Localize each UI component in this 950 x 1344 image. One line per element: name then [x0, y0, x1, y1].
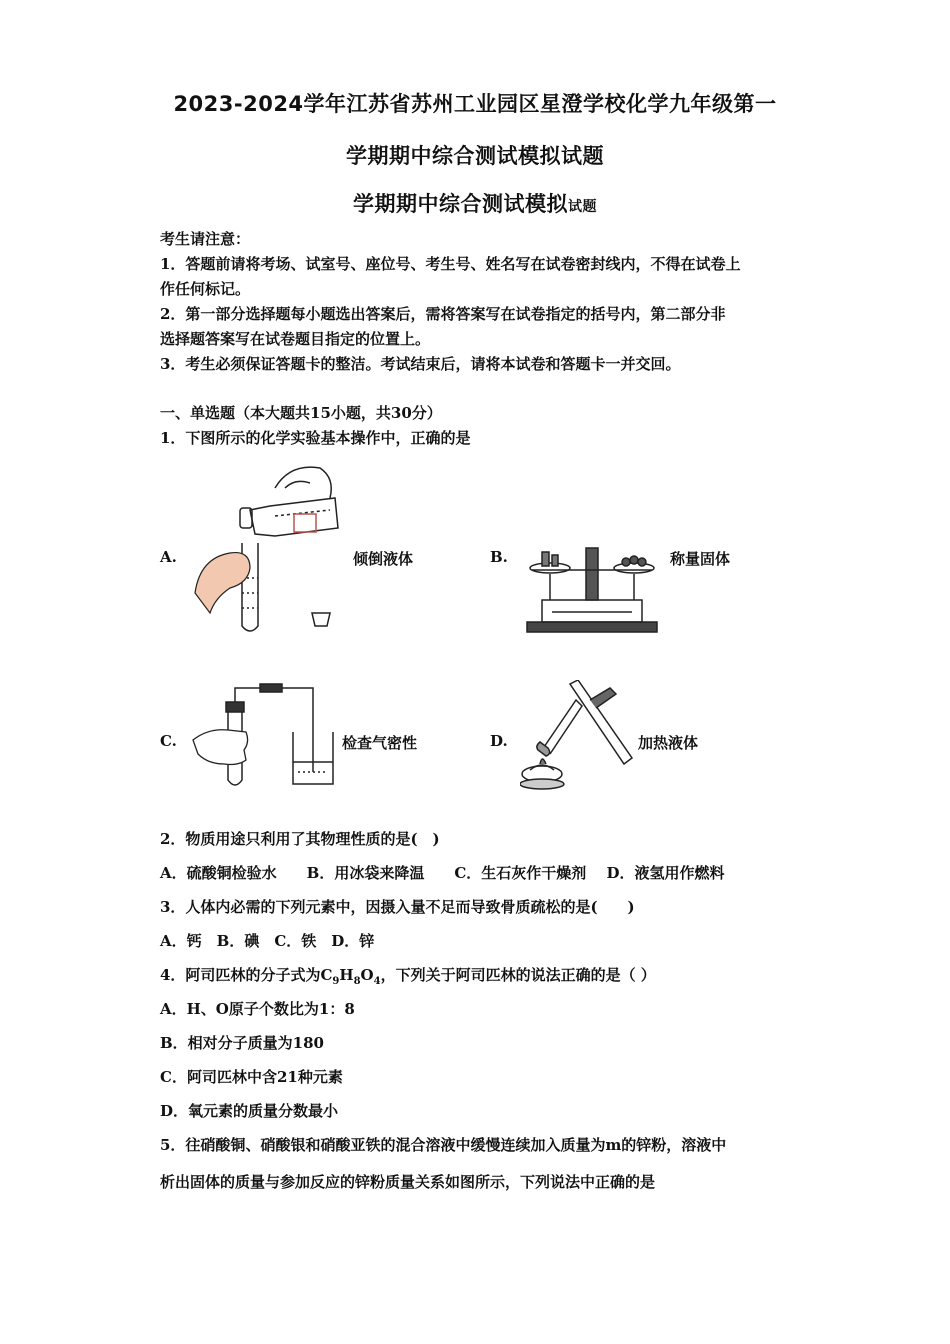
q5-stem-b: 析出固体的质量与参加反应的锌粉质量关系如图所示，下列说法中正确的是	[160, 1173, 656, 1191]
q1-option-c-letter: C.	[160, 732, 177, 750]
q1-option-d-label: 加热液体	[638, 734, 699, 752]
q1-option-d-letter: D.	[490, 732, 508, 750]
formula-o: O	[360, 966, 374, 984]
title-line-2: 学期期中综合测试模拟试题	[346, 144, 604, 168]
notice-item-2a: 2．第一部分选择题每小题选出答案后，需将答案写在试卷指定的括号内，第二部分非	[160, 305, 726, 323]
q3-stem: 3．人体内必需的下列元素中，因摄入量不足而导致骨质疏松的是( )	[160, 898, 635, 916]
q1-option-c-label: 检查气密性	[342, 734, 418, 752]
title-line-3	[0, 188, 950, 218]
title-line-3-main: 学期期中综合测试模拟	[353, 192, 568, 216]
notice-item-1a: 1．答题前请将考场、试室号、座位号、考生号、姓名写在试卷密封线内，不得在试卷上	[160, 255, 741, 273]
balance-figure	[522, 540, 662, 635]
notice-heading: 考生请注意：	[160, 230, 251, 248]
q4-option-d: D．氧元素的质量分数最小	[160, 1102, 339, 1120]
q3-options: A．钙 B．碘 C．铁 D．锌	[160, 932, 375, 950]
formula-h-count: 8	[353, 976, 361, 987]
q2-options: A．硫酸铜检验水 B．用冰袋来降温 C．生石灰作干燥剂 D．液氢用作燃料	[160, 864, 725, 882]
q4-stem	[160, 964, 656, 987]
formula-o-count: 4	[373, 976, 381, 987]
q4-option-b: B．相对分子质量为180	[160, 1034, 324, 1052]
formula-h: H	[339, 966, 354, 984]
aspirin-formula	[320, 966, 381, 987]
heating-liquid-figure	[520, 680, 640, 792]
notice-item-2b: 选择题答案写在试卷题目指定的位置上。	[160, 330, 431, 348]
q4-stem-a: 4．阿司匹林的分子式为	[160, 966, 321, 984]
notice-item-3: 3．考生必须保证答题卡的整洁。考试结束后，请将本试卷和答题卡一并交回。	[160, 355, 681, 373]
q4-option-c: C．阿司匹林中含21种元素	[160, 1068, 343, 1086]
q1-stem: 1．下图所示的化学实验基本操作中，正确的是	[160, 429, 471, 447]
formula-c-count: 9	[332, 976, 340, 987]
q1-option-a-letter: A.	[160, 548, 177, 566]
q4-option-a: A．H、O原子个数比为1：8	[160, 1000, 355, 1018]
notice-item-1b: 作任何标记。	[160, 280, 251, 298]
q2-stem: 2．物质用途只利用了其物理性质的是( )	[160, 830, 440, 848]
pouring-liquid-figure	[190, 458, 340, 638]
section-heading: 一、单选题（本大题共15小题，共30分）	[160, 404, 442, 422]
airtightness-check-figure	[188, 680, 340, 792]
formula-c: C	[320, 966, 333, 984]
q1-option-b-label: 称量固体	[670, 550, 731, 568]
q1-option-b-letter: B.	[490, 548, 508, 566]
q1-option-a-label: 倾倒液体	[353, 550, 414, 568]
title-line-1: 2023-2024学年江苏省苏州工业园区星澄学校化学九年级第一	[173, 92, 777, 116]
title-line-3-small: 试题	[568, 199, 597, 215]
q5-stem-a: 5．往硝酸铜、硝酸银和硝酸亚铁的混合溶液中缓慢连续加入质量为m的锌粉，溶液中	[160, 1136, 727, 1154]
q4-stem-b: ，下列关于阿司匹林的说法正确的是（ ）	[380, 966, 656, 984]
